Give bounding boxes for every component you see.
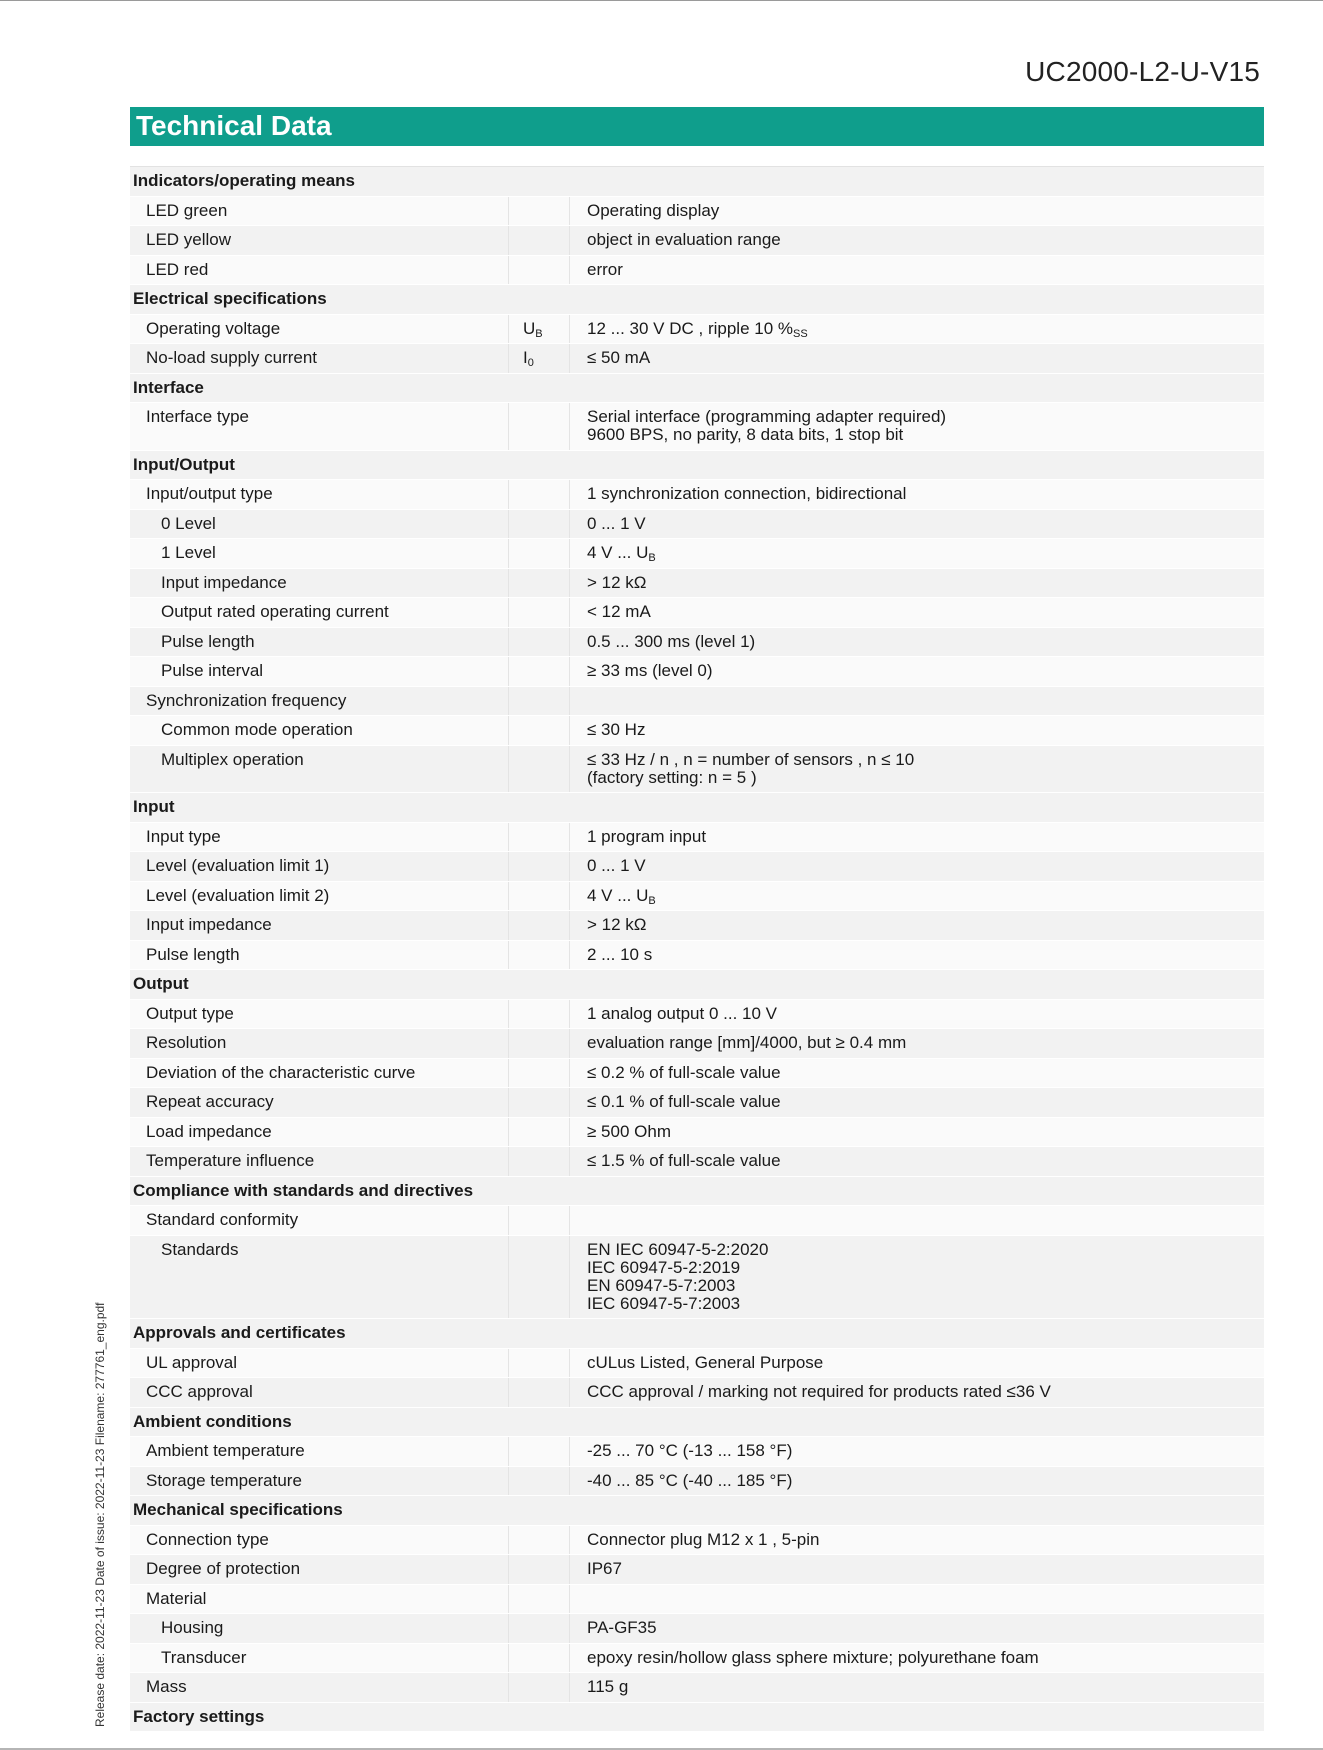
spec-symbol xyxy=(508,344,570,373)
spec-label: Load impedance xyxy=(146,1121,272,1141)
spec-row xyxy=(130,569,1264,599)
spec-row xyxy=(130,539,1264,569)
spec-row xyxy=(130,1437,1264,1467)
spec-label: Deviation of the characteristic curve xyxy=(146,1062,416,1082)
spec-label: Temperature influence xyxy=(146,1151,315,1170)
spec-row xyxy=(130,344,1264,374)
value-text: Serial interface (programming adapter required) 9600 BPS, no parity, 8 data bits, 1 stop bit xyxy=(587,407,947,444)
spec-value xyxy=(570,823,1264,852)
value-subscript: SS xyxy=(793,327,808,340)
spec-value xyxy=(570,746,1264,793)
spec-symbol xyxy=(508,1147,570,1176)
spec-value xyxy=(570,1059,1264,1088)
value-text: > 12 kΩ xyxy=(587,572,647,592)
spec-value xyxy=(570,256,1264,285)
spec-label: 0 Level xyxy=(161,513,216,533)
spec-row xyxy=(130,480,1264,510)
value-text: ≥ 500 Ohm xyxy=(587,1121,671,1141)
spec-row xyxy=(130,628,1264,658)
spec-label: Connection type xyxy=(146,1529,269,1549)
value-text: ≤ 0.2 % of full-scale value xyxy=(587,1062,781,1082)
spec-label: Input impedance xyxy=(161,572,287,592)
value-text: 2 ... 10 s xyxy=(587,944,653,964)
spec-label: Level (evaluation limit 2) xyxy=(146,885,330,905)
spec-row xyxy=(130,1000,1264,1030)
spec-value xyxy=(570,687,1264,716)
section-heading-row xyxy=(130,1496,1264,1526)
technical-data-table xyxy=(130,166,1264,1732)
spec-symbol xyxy=(508,1555,570,1584)
value-text: ≤ 0.1 % of full-scale value xyxy=(587,1092,781,1111)
spec-label: 1 Level xyxy=(161,543,216,562)
spec-label: Pulse interval xyxy=(161,661,264,680)
symbol-subscript: B xyxy=(535,327,543,340)
spec-value xyxy=(570,628,1264,657)
spec-symbol xyxy=(508,1059,570,1088)
spec-label: Input type xyxy=(146,826,221,846)
spec-value xyxy=(570,598,1264,627)
spec-row xyxy=(130,598,1264,628)
spec-value xyxy=(570,197,1264,226)
symbol-text: I xyxy=(523,348,528,367)
spec-value xyxy=(570,1585,1264,1614)
value-text: > 12 kΩ xyxy=(587,915,647,934)
spec-row xyxy=(130,1147,1264,1177)
spec-value xyxy=(570,1467,1264,1496)
spec-value xyxy=(570,569,1264,598)
spec-label: Output type xyxy=(146,1003,234,1023)
value-text: object in evaluation range xyxy=(587,230,781,249)
spec-row xyxy=(130,1349,1264,1379)
spec-symbol xyxy=(508,1644,570,1673)
spec-symbol xyxy=(508,628,570,657)
value-text: IP67 xyxy=(587,1559,622,1578)
section-heading-row xyxy=(130,970,1264,1000)
section-heading-row xyxy=(130,374,1264,404)
value-text: CCC approval / marking not required for products rated ≤36 V xyxy=(587,1382,1051,1401)
spec-value xyxy=(570,1644,1264,1673)
release-info: Release date: 2022-11-23 Date of issue: 2022-11-23 Filename: 277761_eng.pdf xyxy=(93,1302,107,1727)
value-text: < 12 mA xyxy=(587,602,651,621)
section-heading-row xyxy=(130,1319,1264,1349)
value-text: 0 ... 1 V xyxy=(587,513,646,533)
spec-label: Level (evaluation limit 1) xyxy=(146,856,330,875)
section-heading-row xyxy=(130,1408,1264,1438)
spec-row xyxy=(130,1467,1264,1497)
spec-value xyxy=(570,1029,1264,1058)
value-text: ≤ 50 mA xyxy=(587,348,651,367)
spec-row xyxy=(130,403,1264,451)
spec-symbol xyxy=(508,197,570,226)
spec-symbol xyxy=(508,716,570,745)
value-subscript: B xyxy=(648,552,656,564)
spec-value xyxy=(570,1526,1264,1555)
spec-value xyxy=(570,941,1264,970)
value-text: 1 program input xyxy=(587,826,707,846)
value-text: ≤ 33 Hz / n , n = number of sensors , n ≤ 10 (factory setting: n = 5 ) xyxy=(587,749,915,787)
spec-symbol xyxy=(508,480,570,509)
spec-row xyxy=(130,1059,1264,1089)
spec-symbol xyxy=(508,1585,570,1614)
spec-label: Standards xyxy=(161,1239,239,1259)
spec-row xyxy=(130,1526,1264,1556)
banner-title: Technical Data xyxy=(136,110,332,141)
section-heading: Input/Output xyxy=(133,454,235,474)
spec-symbol xyxy=(508,403,570,450)
spec-symbol xyxy=(508,941,570,970)
spec-symbol xyxy=(508,1437,570,1466)
spec-row xyxy=(130,1644,1264,1674)
spec-symbol xyxy=(508,510,570,539)
spec-symbol xyxy=(508,569,570,598)
spec-label: UL approval xyxy=(146,1352,238,1372)
spec-value xyxy=(570,716,1264,745)
value-text: ≤ 30 Hz xyxy=(587,720,646,739)
symbol-subscript: 0 xyxy=(527,357,534,369)
value-text: 1 analog output 0 ... 10 V xyxy=(587,1003,777,1023)
spec-symbol xyxy=(508,823,570,852)
spec-symbol xyxy=(508,1236,570,1319)
section-heading: Mechanical specifications xyxy=(133,1500,343,1519)
spec-value xyxy=(570,1206,1264,1235)
spec-row xyxy=(130,687,1264,717)
spec-row xyxy=(130,657,1264,687)
section-heading-row xyxy=(130,451,1264,481)
spec-row xyxy=(130,510,1264,540)
spec-label: Interface type xyxy=(146,407,250,426)
symbol-text: U xyxy=(523,318,536,338)
spec-value xyxy=(570,1147,1264,1176)
spec-label: Mass xyxy=(146,1677,187,1696)
spec-label: Transducer xyxy=(161,1647,247,1667)
spec-symbol xyxy=(508,1526,570,1555)
spec-row xyxy=(130,226,1264,256)
spec-label: Storage temperature xyxy=(146,1470,302,1490)
spec-row xyxy=(130,1088,1264,1118)
value-text: 115 g xyxy=(587,1677,629,1696)
top-rule xyxy=(0,0,1323,1)
spec-value xyxy=(570,480,1264,509)
value-text: cULus Listed, General Purpose xyxy=(587,1352,824,1372)
spec-symbol xyxy=(508,687,570,716)
spec-symbol xyxy=(508,1000,570,1029)
spec-value xyxy=(570,403,1264,450)
section-heading-row xyxy=(130,1703,1264,1733)
spec-value xyxy=(570,1118,1264,1147)
value-text: 12 ... 30 V DC , ripple 10 % xyxy=(587,318,793,338)
spec-value xyxy=(570,657,1264,686)
spec-value xyxy=(570,539,1264,568)
spec-label: Common mode operation xyxy=(161,720,353,739)
section-heading-row xyxy=(130,167,1264,197)
spec-value xyxy=(570,1000,1264,1029)
section-heading: Factory settings xyxy=(133,1706,265,1726)
spec-label: Pulse length xyxy=(161,631,255,651)
spec-value xyxy=(570,1236,1264,1319)
spec-symbol xyxy=(508,882,570,911)
spec-value xyxy=(570,1437,1264,1466)
spec-value xyxy=(570,1673,1264,1702)
spec-symbol xyxy=(508,226,570,255)
section-heading: Output xyxy=(133,974,189,993)
spec-label: Degree of protection xyxy=(146,1559,301,1578)
spec-row xyxy=(130,1029,1264,1059)
value-text: -40 ... 85 °C (-40 ... 185 °F) xyxy=(587,1470,793,1490)
spec-row xyxy=(130,1555,1264,1585)
spec-label: Material xyxy=(146,1588,207,1608)
value-text: epoxy resin/hollow glass sphere mixture; polyurethane foam xyxy=(587,1647,1039,1667)
spec-label: Multiplex operation xyxy=(161,749,304,769)
spec-value xyxy=(570,1088,1264,1117)
section-heading: Input xyxy=(133,797,175,816)
spec-label: Synchronization frequency xyxy=(146,690,347,710)
value-text: Connector plug M12 x 1 , 5-pin xyxy=(587,1529,820,1549)
value-text: -25 ... 70 °C (-13 ... 158 °F) xyxy=(587,1441,793,1460)
spec-symbol xyxy=(508,256,570,285)
spec-row xyxy=(130,1206,1264,1236)
spec-symbol xyxy=(508,1349,570,1378)
spec-value xyxy=(570,344,1264,373)
spec-label: LED green xyxy=(146,200,228,220)
value-text: 4 V ... U xyxy=(587,885,649,905)
spec-symbol xyxy=(508,1673,570,1702)
spec-label: Resolution xyxy=(146,1033,227,1052)
spec-label: Output rated operating current xyxy=(161,602,389,621)
value-text: 0.5 ... 300 ms (level 1) xyxy=(587,631,756,651)
spec-value xyxy=(570,315,1264,344)
spec-value xyxy=(570,1349,1264,1378)
spec-row xyxy=(130,852,1264,882)
value-text: Operating display xyxy=(587,200,720,220)
spec-label: LED yellow xyxy=(146,230,232,249)
section-heading: Approvals and certificates xyxy=(133,1323,346,1342)
value-text: evaluation range [mm]/4000, but ≥ 0.4 mm xyxy=(587,1033,907,1052)
spec-value xyxy=(570,226,1264,255)
spec-symbol xyxy=(508,746,570,793)
value-text: PA-GF35 xyxy=(587,1618,657,1637)
spec-row xyxy=(130,256,1264,286)
spec-symbol xyxy=(508,1029,570,1058)
section-banner xyxy=(130,107,1264,146)
spec-label: Input impedance xyxy=(146,915,272,934)
value-text: error xyxy=(587,259,623,279)
spec-label: Repeat accuracy xyxy=(146,1092,274,1111)
spec-value xyxy=(570,911,1264,940)
spec-label: Ambient temperature xyxy=(146,1441,305,1460)
spec-label: Housing xyxy=(161,1618,224,1637)
section-heading-row xyxy=(130,285,1264,315)
spec-symbol xyxy=(508,315,570,344)
spec-value xyxy=(570,1614,1264,1643)
value-text: EN IEC 60947-5-2:2020 IEC 60947-5-2:2019 EN 60947-5-7:2003 IEC 60947-5-7:2003 xyxy=(587,1239,769,1313)
model-number: UC2000-L2-U-V15 xyxy=(1025,56,1260,87)
spec-symbol xyxy=(508,911,570,940)
section-heading: Compliance with standards and directives xyxy=(133,1180,474,1200)
spec-row xyxy=(130,1614,1264,1644)
spec-row xyxy=(130,911,1264,941)
spec-row xyxy=(130,941,1264,971)
spec-row xyxy=(130,1236,1264,1320)
value-subscript: B xyxy=(648,894,656,907)
spec-label: Input/output type xyxy=(146,484,273,503)
spec-symbol xyxy=(508,1614,570,1643)
spec-row xyxy=(130,315,1264,345)
spec-row xyxy=(130,1673,1264,1703)
section-heading-row xyxy=(130,793,1264,823)
section-heading: Electrical specifications xyxy=(133,289,327,308)
spec-row xyxy=(130,716,1264,746)
section-heading-row xyxy=(130,1177,1264,1207)
spec-label: No-load supply current xyxy=(146,348,318,367)
spec-row xyxy=(130,1378,1264,1408)
spec-row xyxy=(130,882,1264,912)
section-heading: Ambient conditions xyxy=(133,1411,292,1431)
section-heading: Indicators/operating means xyxy=(133,171,355,190)
spec-symbol xyxy=(508,1467,570,1496)
spec-symbol xyxy=(508,657,570,686)
spec-symbol xyxy=(508,1118,570,1147)
spec-value xyxy=(570,852,1264,881)
spec-symbol xyxy=(508,1378,570,1407)
spec-symbol xyxy=(508,539,570,568)
spec-label: LED red xyxy=(146,259,209,279)
value-text: 0 ... 1 V xyxy=(587,856,646,875)
spec-value xyxy=(570,1378,1264,1407)
spec-label: Operating voltage xyxy=(146,318,281,338)
value-text: ≥ 33 ms (level 0) xyxy=(587,661,713,680)
spec-symbol xyxy=(508,852,570,881)
spec-row xyxy=(130,197,1264,227)
spec-label: CCC approval xyxy=(146,1382,253,1401)
spec-symbol xyxy=(508,1088,570,1117)
spec-value xyxy=(570,510,1264,539)
spec-row xyxy=(130,1118,1264,1148)
spec-label: Pulse length xyxy=(146,944,240,964)
spec-row xyxy=(130,823,1264,853)
spec-symbol xyxy=(508,598,570,627)
spec-symbol xyxy=(508,1206,570,1235)
spec-row xyxy=(130,1585,1264,1615)
spec-value xyxy=(570,1555,1264,1584)
spec-value xyxy=(570,882,1264,911)
spec-label: Standard conformity xyxy=(146,1210,299,1229)
value-text: ≤ 1.5 % of full-scale value xyxy=(587,1151,781,1170)
value-text: 4 V ... U xyxy=(587,543,649,562)
value-text: 1 synchronization connection, bidirectional xyxy=(587,484,907,503)
spec-row xyxy=(130,746,1264,794)
section-heading: Interface xyxy=(133,377,204,397)
